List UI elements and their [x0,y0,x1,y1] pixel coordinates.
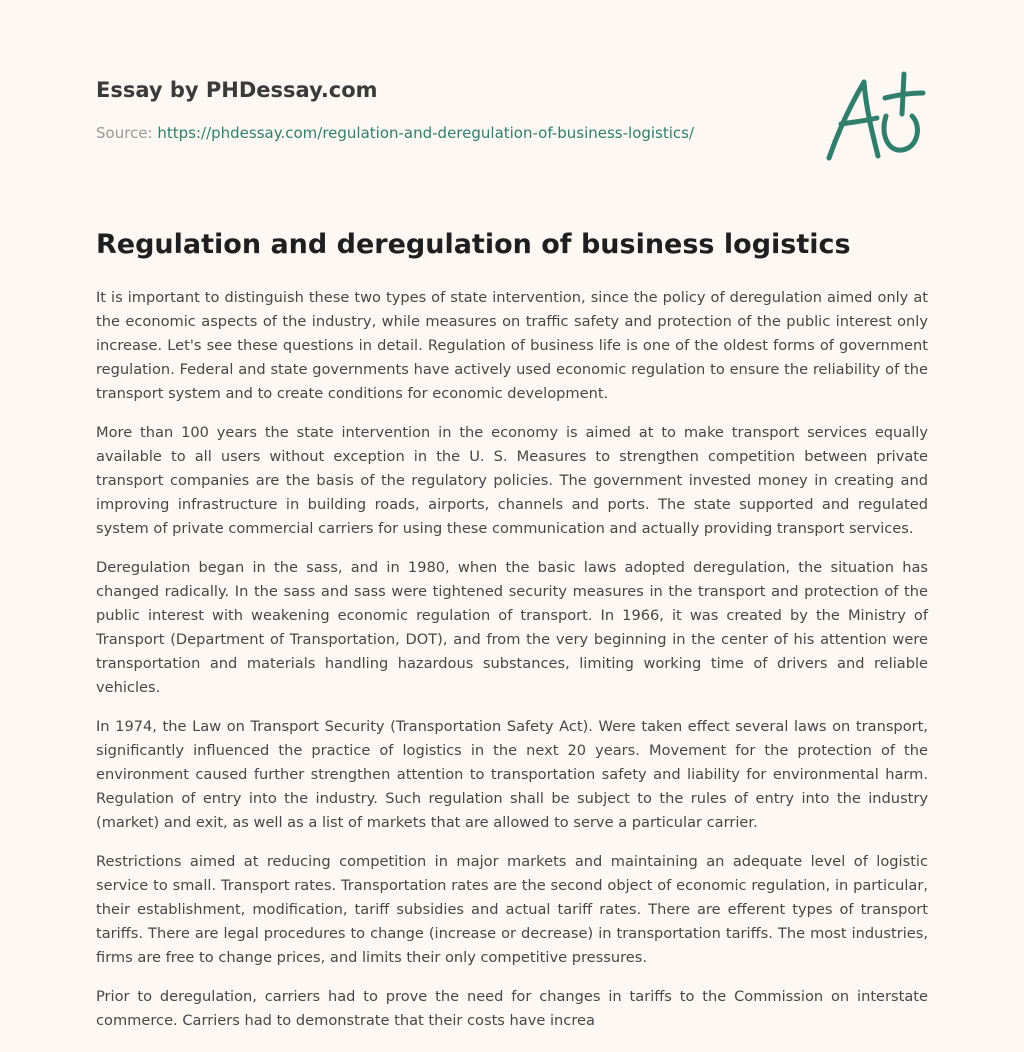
source-line [96,123,694,143]
essay-body [96,286,928,1048]
essay-paragraph: More than 100 years the state intervention in the economy is aimed at to make transport services equally available to all users without exception in the U. S. Measures to strengthen competition between private transport companies are the basis of the regulatory policies. The government invested money in creating and improving infrastructure in building roads, airports, channels and ports. The state supported and regulated system of private commercial carriers for using these communication and actually providing transport services. [96,424,928,537]
site-brand: Essay by PHDessay.com [96,78,378,102]
essay-paragraph: Deregulation began in the sass, and in 1980, when the basic laws adopted deregulation, the situation has changed radically. In the sass and sass were tightened security measures in the transport and protection of the public interest with weakening economic regulation of transport. In 1966, it was created by the Ministry of Transport (Department of Transportation, DOT), and from the very beginning in the center of his attention were transportation and materials handling hazardous substances, limiting working time of drivers and reliable vehicles. [96,559,928,696]
source-label: Source: [96,124,153,142]
a-plus-logo-icon [822,68,930,164]
source-link[interactable]: https://phdessay.com/regulation-and-deregulation-of-business-logistics/ [157,124,695,142]
essay-paragraph: In 1974, the Law on Transport Security (Transportation Safety Act). Were taken effect several laws on transport, significantly influenced the practice of logistics in the next 20 years. Movement for the protection of the environment caused further strengthen attention to transportation safety and liability for environmental harm. Regulation of entry into the industry. Such regulation shall be subject to the rules of entry into the industry (market) and exit, as well as a list of markets that are allowed to serve a particular carrier. [96,718,928,831]
essay-paragraph: Prior to deregulation, carriers had to prove the need for changes in tariffs to the Commission on interstate commerce. Carriers had to demonstrate that their costs have increa [96,988,928,1029]
essay-paragraph: It is important to distinguish these two types of state intervention, since the policy of deregulation aimed only at the economic aspects of the industry, while measures on traffic safety and protection of the public interest only increase. Let's see these questions in detail. Regulation of business life is one of the oldest forms of government regulation. Federal and state governments have actively used economic regulation to ensure the reliability of the transport system and to create conditions for economic development. [96,289,928,402]
essay-paragraph: Restrictions aimed at reducing competition in major markets and maintaining an adequate level of logistic service to small. Transport rates. Transportation rates are the second object of economic regulation, in particular, their establishment, modification, tariff subsidies and actual tariff rates. There are efferent types of transport tariffs. There are legal procedures to change (increase or decrease) in transportation tariffs. The most industries, firms are free to change prices, and limits their only competitive pressures. [96,853,928,966]
essay-title: Regulation and deregulation of business logistics [96,229,851,260]
